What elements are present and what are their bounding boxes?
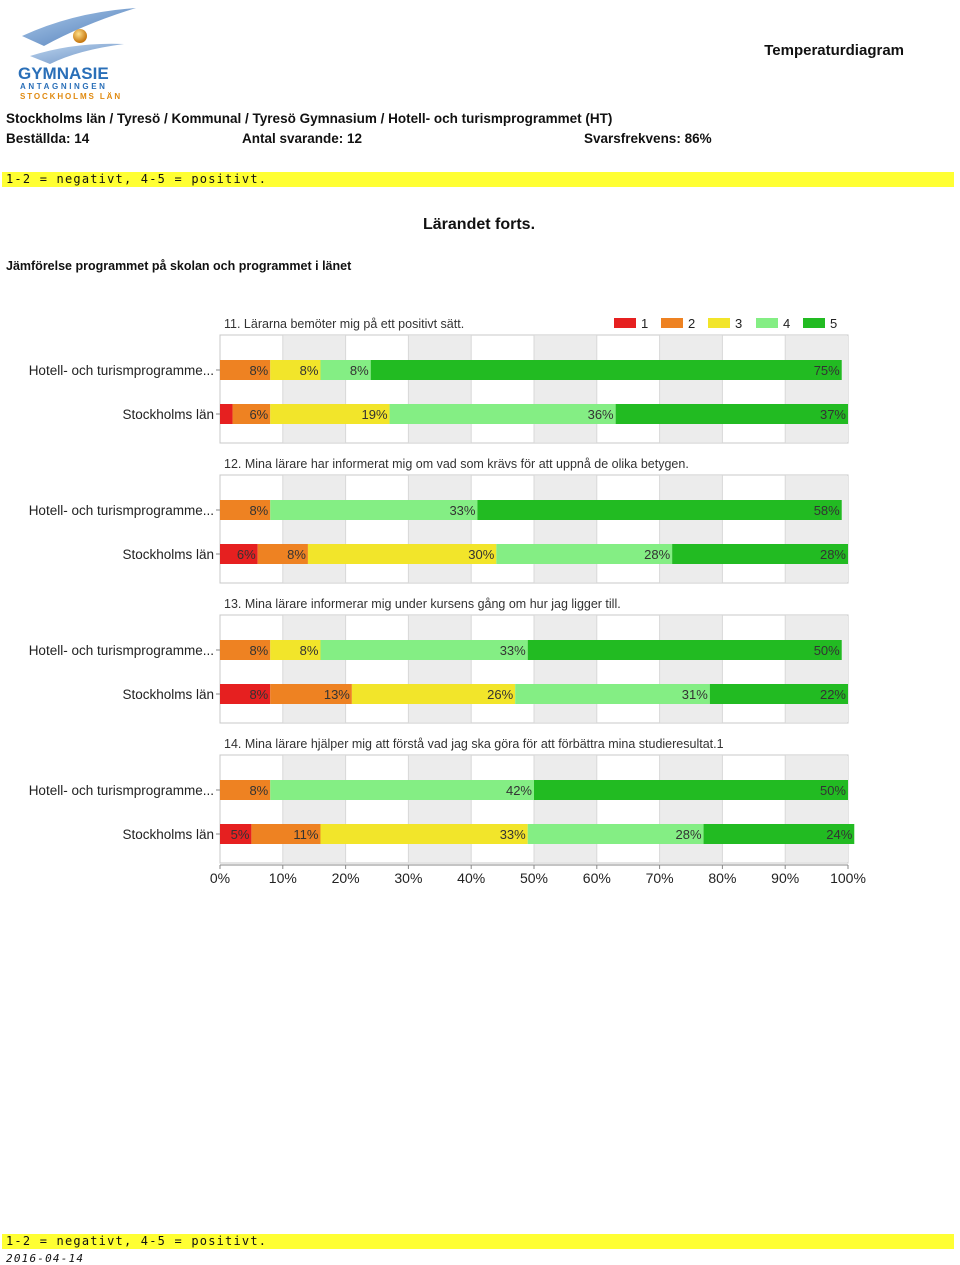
- logo-text-sub: ANTAGNINGEN: [20, 82, 108, 91]
- row-label: Stockholms län: [122, 407, 214, 422]
- legend-label-5: 5: [830, 316, 838, 331]
- x-tick-label: 100%: [830, 870, 866, 886]
- data-label: 37%: [819, 407, 846, 422]
- grid-band: [660, 336, 723, 442]
- legend-label-4: 4: [783, 316, 791, 331]
- data-label: 6%: [249, 407, 269, 422]
- scale-note-bottom: 1-2 = negativt, 4-5 = positivt.: [2, 1234, 954, 1249]
- legend-swatch-2: [661, 318, 683, 328]
- logo-text-main: GYMNASIE: [18, 64, 109, 83]
- row-label: Stockholms län: [122, 687, 214, 702]
- legend-label-3: 3: [735, 316, 743, 331]
- x-tick-label: 70%: [645, 870, 674, 886]
- grid-band: [283, 476, 346, 582]
- question-title-11: 11. Lärarna bemöter mig på ett positivt sätt.: [224, 317, 465, 331]
- data-label: 31%: [681, 687, 708, 702]
- question-title-12: 12. Mina lärare har informerat mig om vad som krävs för att uppnå de olika betygen.: [224, 457, 689, 471]
- x-tick-label: 50%: [519, 870, 549, 886]
- grid-band: [283, 616, 346, 722]
- grid-band: [283, 756, 346, 862]
- bar-segment-4: [515, 684, 710, 704]
- data-label: 6%: [236, 547, 256, 562]
- grid-band: [785, 336, 848, 442]
- stat-response-rate: Svarsfrekvens: 86%: [584, 131, 712, 146]
- x-tick-label: 0%: [209, 870, 231, 886]
- section-title: Lärandet forts.: [423, 216, 536, 233]
- grid-band: [785, 616, 848, 722]
- grid-band: [534, 616, 597, 722]
- row-label: Hotell- och turismprogramme...: [28, 503, 214, 518]
- row-label: Hotell- och turismprogramme...: [28, 783, 214, 798]
- grid-band: [660, 756, 723, 862]
- data-label: 24%: [826, 827, 853, 842]
- legend-swatch-4: [756, 318, 778, 328]
- stats-row: [6, 131, 946, 147]
- logo-text-region: STOCKHOLMS LÄN: [20, 92, 123, 101]
- bar-segment-4: [390, 404, 616, 424]
- x-tick-label: 90%: [771, 870, 800, 886]
- data-label: 28%: [644, 547, 671, 562]
- grid-band: [408, 476, 471, 582]
- grid-band: [408, 336, 471, 442]
- grid-band: [785, 476, 848, 582]
- legend-swatch-5: [803, 318, 825, 328]
- row-label: Hotell- och turismprogramme...: [28, 643, 214, 658]
- grid-band: [534, 756, 597, 862]
- x-tick-label: 30%: [394, 870, 423, 886]
- data-label: 42%: [505, 783, 532, 798]
- data-label: 36%: [587, 407, 614, 422]
- data-label: 28%: [819, 547, 846, 562]
- data-label: 11%: [293, 827, 319, 842]
- bar-segment-5: [528, 640, 842, 660]
- data-label: 58%: [813, 503, 840, 518]
- data-label: 8%: [249, 643, 269, 658]
- grid-band: [534, 476, 597, 582]
- bar-segment-5: [477, 500, 841, 520]
- x-tick-label: 80%: [708, 870, 737, 886]
- bar-segment-4: [270, 780, 534, 800]
- bar-segment-5: [616, 404, 848, 424]
- data-label: 30%: [468, 547, 495, 562]
- scale-note-top: 1-2 = negativt, 4-5 = positivt.: [2, 172, 954, 187]
- row-label: Stockholms län: [122, 827, 214, 842]
- document-title: Temperaturdiagram: [764, 42, 904, 59]
- legend-label-2: 2: [688, 316, 696, 331]
- row-label: Stockholms län: [122, 547, 214, 562]
- grid-band: [660, 476, 723, 582]
- bar-segment-5: [371, 360, 842, 380]
- data-label: 8%: [249, 503, 269, 518]
- grid-band: [408, 756, 471, 862]
- x-tick-label: 10%: [268, 870, 297, 886]
- data-label: 8%: [249, 363, 269, 378]
- stacked-bar-chart: [0, 305, 960, 900]
- grid-band: [785, 756, 848, 862]
- data-label: 8%: [299, 363, 319, 378]
- data-label: 33%: [499, 643, 526, 658]
- row-label: Hotell- och turismprogramme...: [28, 363, 214, 378]
- question-title-14: 14. Mina lärare hjälper mig att förstå vad jag ska göra för att förbättra mina studieresultat.1: [224, 737, 724, 751]
- bar-segment-3: [320, 824, 527, 844]
- question-title-13: 13. Mina lärare informerar mig under kursens gång om hur jag ligger till.: [224, 597, 621, 611]
- data-label: 8%: [349, 363, 369, 378]
- footer-date: 2016-04-14: [6, 1252, 85, 1265]
- bar-segment-1: [220, 404, 233, 424]
- legend-label-1: 1: [641, 316, 649, 331]
- data-label: 8%: [249, 687, 269, 702]
- data-label: 8%: [287, 547, 306, 562]
- comparison-label: Jämförelse programmet på skolan och programmet i länet: [6, 259, 352, 273]
- bar-segment-5: [534, 780, 848, 800]
- data-label: 8%: [249, 783, 269, 798]
- data-label: 26%: [487, 687, 514, 702]
- data-label: 22%: [819, 687, 846, 702]
- grid-band: [408, 616, 471, 722]
- x-tick-label: 40%: [457, 870, 486, 886]
- data-label: 13%: [323, 687, 350, 702]
- data-label: 8%: [299, 643, 319, 658]
- grid-band: [534, 336, 597, 442]
- data-label: 33%: [499, 827, 526, 842]
- x-tick-label: 60%: [582, 870, 611, 886]
- grid-band: [283, 336, 346, 442]
- x-tick-label: 20%: [331, 870, 360, 886]
- stat-ordered: Beställda: 14: [6, 131, 90, 146]
- data-label: 5%: [230, 827, 250, 842]
- stat-respondents: Antal svarande: 12: [242, 131, 363, 146]
- data-label: 75%: [813, 363, 840, 378]
- data-label: 28%: [675, 827, 702, 842]
- breadcrumb-path: Stockholms län / Tyresö / Kommunal / Tyresö Gymnasium / Hotell- och turismprogrammet (HT): [6, 111, 613, 126]
- data-label: 50%: [819, 783, 846, 798]
- bar-segment-4: [320, 640, 527, 660]
- bar-segment-4: [270, 500, 477, 520]
- data-label: 19%: [361, 407, 388, 422]
- legend-swatch-1: [614, 318, 636, 328]
- legend-swatch-3: [708, 318, 730, 328]
- grid-band: [660, 616, 723, 722]
- gymnasieantagningen-logo: [14, 6, 144, 102]
- data-label: 50%: [813, 643, 840, 658]
- data-label: 33%: [449, 503, 476, 518]
